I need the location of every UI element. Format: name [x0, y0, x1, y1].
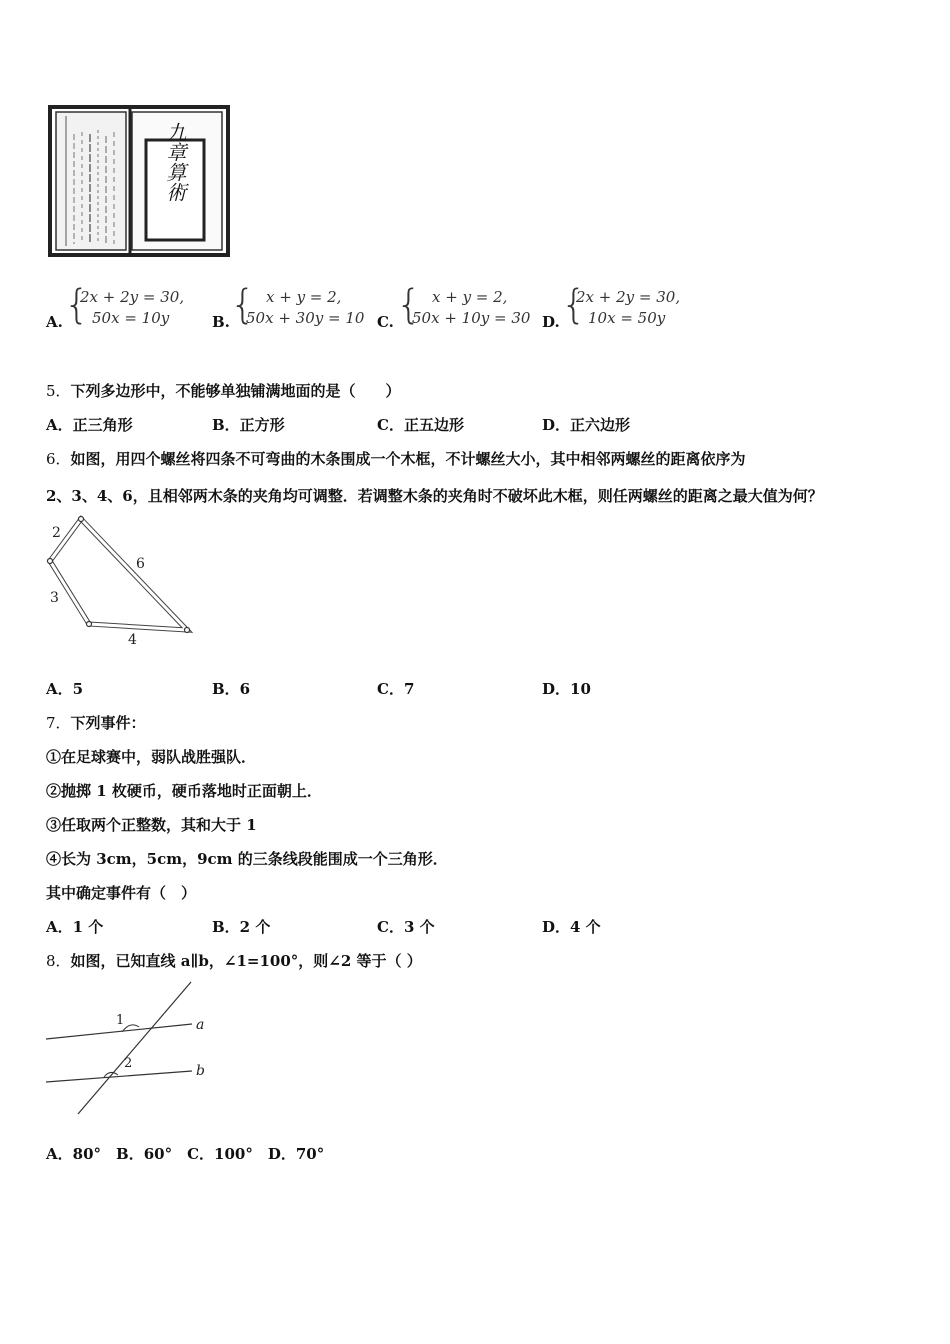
book-title-text: 九章算術 [163, 122, 187, 202]
q6-stem-line1-text: 如图，用四个螺丝将四条不可弯曲的木条围成一个木框，不计螺丝大小，其中相邻两螺丝的距离依序为 [70, 450, 746, 468]
q4-option-a-eq2: 50x = 10y [92, 309, 170, 327]
q8-angle-2-label: 2 [124, 1056, 133, 1071]
q5-stem [46, 380, 401, 401]
brace-icon: { [230, 282, 256, 328]
q6-stem-line2: 2、3、4、6，且相邻两木条的夹角均可调整．若调整木条的夹角时不破坏此木框，则任两螺丝的距离之最大值为何？ [46, 487, 823, 505]
q6-number: 6． [46, 450, 71, 468]
q6-option-b[interactable]: B．6 [212, 680, 251, 698]
q4-option-b-label[interactable]: B. [212, 313, 230, 331]
q8-options[interactable]: A．80° B．60° C．100° D．70° [46, 1145, 325, 1163]
q7-option-d[interactable]: D．4 个 [542, 918, 601, 936]
q5-option-a[interactable]: A．正三角形 [46, 416, 133, 434]
q7-event-4: ④长为 3cm，5cm，9cm 的三条线段能围成一个三角形． [46, 850, 448, 868]
q7-option-a[interactable]: A．1 个 [46, 918, 104, 936]
q5-option-b[interactable]: B．正方形 [212, 416, 285, 434]
q7-event-2: ②抛掷 1 枚硬币，硬币落地时正面朝上． [46, 782, 322, 800]
q8-stem-text: 如图，已知直线 a∥b，∠1=100°，则∠2 等于（ ） [70, 952, 422, 970]
q6-label-4: 4 [128, 632, 137, 648]
q6-option-c[interactable]: C．7 [377, 680, 415, 698]
q4-option-d-eq1: 2x + 2y = 30, [576, 288, 681, 306]
q7-event-3: ③任取两个正整数，其和大于 1 [46, 816, 257, 834]
q5-stem-text: 下列多边形中，不能够单独铺满地面的是（ ） [70, 382, 401, 400]
q4-option-b-eq1: x + y = 2, [266, 288, 342, 306]
book-cover-image [46, 104, 232, 258]
q7-event-1: ①在足球赛中，弱队战胜强队． [46, 748, 257, 766]
q4-option-d-eq2: 10x = 50y [588, 309, 666, 327]
q4-option-d-label[interactable]: D. [542, 313, 560, 331]
q7-stem [46, 712, 146, 733]
q4-option-c-eq1: x + y = 2, [432, 288, 508, 306]
q5-number: 5． [46, 382, 71, 400]
q6-option-a[interactable]: A．5 [46, 680, 84, 698]
q4-option-c-label[interactable]: C. [377, 313, 394, 331]
q8-line-a-label: a [196, 1017, 205, 1033]
q6-label-2: 2 [52, 525, 61, 541]
q6-quadrilateral-figure [44, 512, 204, 652]
q6-option-d[interactable]: D．10 [542, 680, 591, 698]
q5-option-c[interactable]: C．正五边形 [377, 416, 464, 434]
q8-stem [46, 950, 422, 971]
brace-icon: { [64, 282, 90, 328]
brace-icon: { [561, 282, 587, 328]
q7-question: 其中确定事件有（ ） [46, 884, 197, 902]
brace-icon: { [396, 282, 422, 328]
q8-line-b-label: b [196, 1063, 205, 1079]
q4-option-a-label[interactable]: A. [46, 313, 63, 331]
q6-label-3: 3 [50, 590, 59, 606]
q7-number: 7． [46, 714, 71, 732]
q4-option-a-eq1: 2x + 2y = 30, [80, 288, 185, 306]
q7-option-b[interactable]: B．2 个 [212, 918, 271, 936]
q8-number: 8． [46, 952, 71, 970]
q6-label-6: 6 [136, 556, 145, 572]
q6-stem-line1 [46, 448, 746, 469]
q7-stem-text: 下列事件： [70, 714, 146, 732]
q8-parallel-lines-figure [44, 978, 214, 1120]
q4-option-b-eq2: 50x + 30y = 10 [246, 309, 365, 327]
q8-angle-1-label: 1 [116, 1013, 125, 1028]
q4-option-c-eq2: 50x + 10y = 30 [412, 309, 531, 327]
q5-option-d[interactable]: D．正六边形 [542, 416, 631, 434]
q7-option-c[interactable]: C．3 个 [377, 918, 435, 936]
